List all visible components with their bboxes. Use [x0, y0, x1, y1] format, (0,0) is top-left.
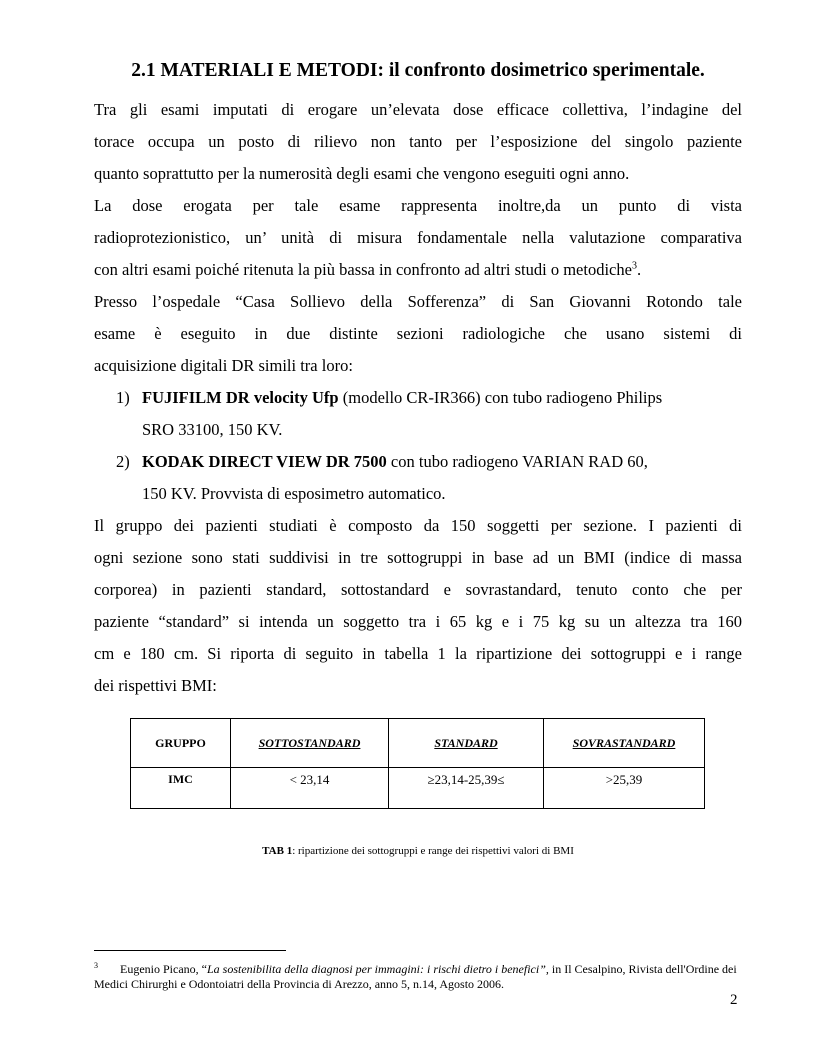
paragraph-line: torace occupa un posto di rilievo non tanto per l’esposizione del singolo paziente — [94, 132, 742, 151]
footnote-mark: 3 — [94, 961, 98, 970]
device-details: (modello CR-IR366) con tubo radiogeno Philips — [338, 388, 663, 407]
footnote-author: Eugenio Picano, “ — [120, 962, 207, 976]
footnote — [94, 958, 742, 992]
paragraph-line: ogni sezione sono stati suddivisi in tre sottogruppi in base ad un BMI (indice di massa — [94, 548, 742, 567]
table-cell: ≥23,14-25,39≤ — [389, 768, 544, 809]
device-details-cont: 150 KV. Provvista di esposimetro automatico. — [142, 484, 446, 503]
paragraph-end: . — [636, 260, 642, 279]
table-cell: < 23,14 — [231, 768, 389, 809]
list-item-number: 2) — [116, 452, 130, 471]
page-number: 2 — [730, 992, 738, 1008]
list-item-number: 1) — [116, 388, 130, 407]
bmi-table — [130, 718, 705, 809]
footnote-divider — [94, 950, 286, 951]
table-header-cell: GRUPPO — [131, 719, 231, 768]
paragraph-2 — [94, 190, 742, 286]
table-header-cell: SOVRASTANDARD — [544, 719, 705, 768]
paragraph-3 — [94, 286, 742, 382]
caption-text: : ripartizione dei sottogruppi e range dei rispettivi valori di BMI — [292, 845, 574, 857]
table-header-row — [131, 719, 705, 768]
paragraph-line: Il gruppo dei pazienti studiati è composto da 150 soggetti per sezione. I pazienti di — [94, 516, 742, 535]
section-title: 2.1 MATERIALI E METODI: il confronto dosimetrico sperimentale. — [131, 60, 705, 81]
footnote-source: in Il Cesalpino, Rivista dell'Ordine dei Medici Chirurghi e Odontoiatri della Provincia di Arezzo, anno 5, n.14, Agosto 2006. — [94, 962, 737, 991]
device-name: KODAK DIRECT VIEW DR 7500 — [142, 452, 387, 471]
caption-label: TAB 1 — [262, 845, 293, 857]
paragraph-1 — [94, 94, 742, 190]
paragraph-line: esame è eseguito in due distinte sezioni radiologiche che usano sistemi di — [94, 324, 742, 343]
paragraph-text: con altri esami poiché ritenuta la più bassa in confronto ad altri studi o metodiche — [94, 260, 632, 279]
paragraph-line: corporea) in pazienti standard, sottostandard e sovrastandard, tenuto conto che per — [94, 580, 742, 599]
paragraph-line — [94, 254, 742, 286]
paragraph-line: La dose erogata per tale esame rappresenta inoltre,da un punto di vista — [94, 196, 742, 215]
paragraph-line: radioprotezionistico, un’ unità di misura fondamentale nella valutazione comparativa — [94, 228, 742, 247]
table-header-cell: STANDARD — [389, 719, 544, 768]
device-name: FUJIFILM DR velocity Ufp — [142, 388, 339, 407]
table-cell: IMC — [131, 768, 231, 809]
paragraph-line: cm e 180 cm. Si riporta di seguito in tabella 1 la ripartizione dei sottogruppi e i range — [94, 644, 742, 663]
paragraph-4 — [94, 510, 742, 702]
paragraph-line: paziente “standard” si intenda un soggetto tra i 65 kg e i 75 kg su un altezza tra 160 — [94, 612, 742, 631]
footnote-title: La sostenibilita della diagnosi per immagini: i rischi dietro i benefici”, — [206, 962, 549, 976]
footnote-reference[interactable]: 3 — [631, 260, 637, 272]
paragraph-line: Tra gli esami imputati di erogare un’elevata dose efficace collettiva, l’indagine del — [94, 100, 742, 119]
paragraph-line: acquisizione digitali DR simili tra loro: — [94, 356, 353, 375]
table-header-cell: SOTTOSTANDARD — [231, 719, 389, 768]
device-details: con tubo radiogeno VARIAN RAD 60, — [386, 452, 648, 471]
paragraph-line: dei rispettivi BMI: — [94, 676, 217, 695]
paragraph-line: Presso l’ospedale “Casa Sollievo della Sofferenza” di San Giovanni Rotondo tale — [94, 292, 742, 311]
table-caption — [94, 845, 742, 857]
table-cell: >25,39 — [544, 768, 705, 809]
device-details-cont: SRO 33100, 150 KV. — [142, 420, 283, 439]
paragraph-line: quanto soprattutto per la numerosità degli esami che vengono eseguiti ogni anno. — [94, 164, 630, 183]
table-row — [131, 768, 705, 809]
